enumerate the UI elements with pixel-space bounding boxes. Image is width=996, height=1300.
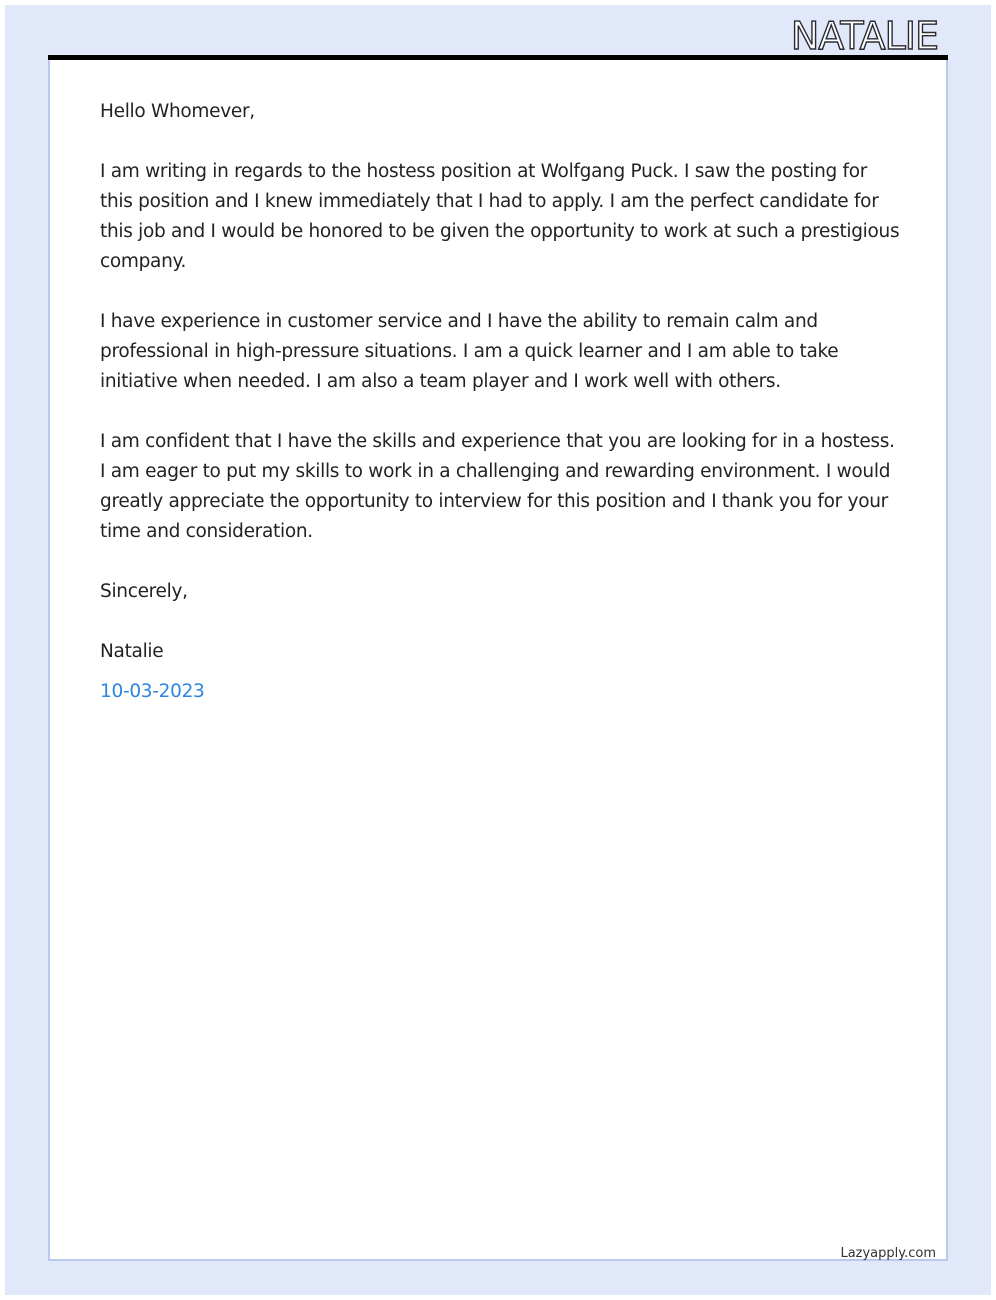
- letter-closing: Sincerely,: [100, 581, 188, 602]
- letter-date: 10-03-2023: [100, 681, 205, 702]
- letter-paragraph: I am confident that I have the skills and experience that you are looking for in a hostess. I am eager to put my skills to work in a challenging and rewarding environment. I would greatly appreciate the opportunity to interview for this position and I thank you for your time and consideration.: [100, 431, 895, 542]
- header-name: NATALIE: [790, 14, 938, 58]
- letter-body: [100, 97, 900, 707]
- letter-signature: Natalie: [100, 641, 164, 662]
- footer-watermark: Lazyapply.com: [840, 1246, 936, 1261]
- letter-paragraph: I have experience in customer service and I have the ability to remain calm and professional in high-pressure situations. I am a quick learner and I am able to take initiative when needed. I am also a team player and I work well with others.: [100, 311, 839, 392]
- letter-greeting: Hello Whomever,: [100, 101, 255, 122]
- letter-paragraph: I am writing in regards to the hostess position at Wolfgang Puck. I saw the posting for this position and I knew immediately that I had to apply. I am the perfect candidate for this job and I would be honored to be given the opportunity to work at such a prestigious company.: [100, 161, 900, 272]
